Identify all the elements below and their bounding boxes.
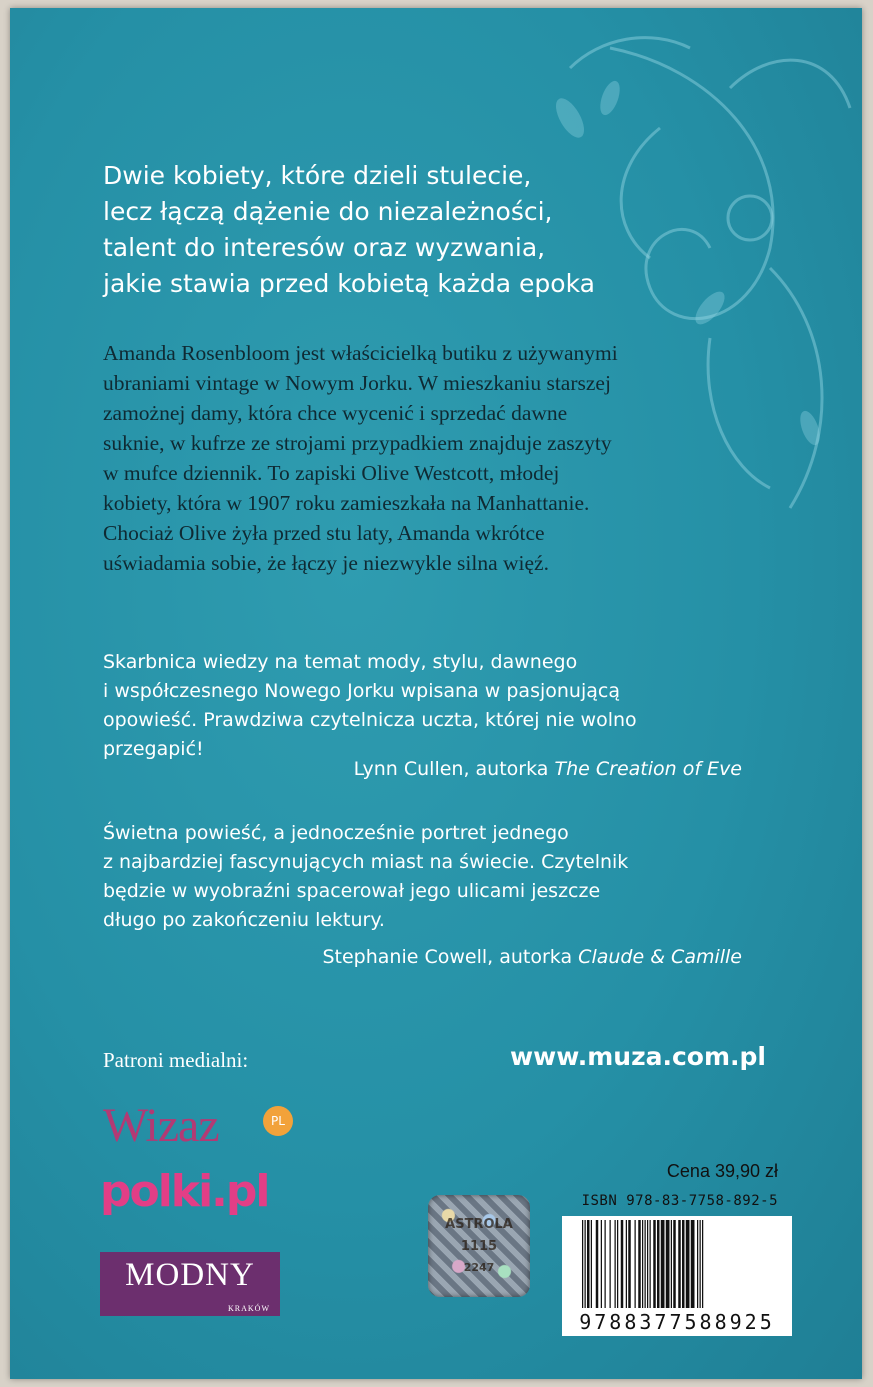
barcode-bar [628, 1220, 631, 1308]
quote-line: przegapić! [103, 738, 204, 760]
review-attribution-1 [354, 758, 742, 780]
tagline-line: jakie stawia przed kobietą każda epoka [103, 269, 595, 298]
modny-logo-text: MODNY [125, 1257, 255, 1293]
barcode-bar [601, 1220, 602, 1308]
barcode-bar [673, 1220, 676, 1308]
synopsis-line: w mufce dziennik. To zapiski Olive Westcott, młodej [103, 461, 560, 485]
tagline-line: Dwie kobiety, które dzieli stulecie, [103, 161, 532, 190]
review-quote-1 [103, 648, 803, 764]
barcode-bar [691, 1220, 695, 1308]
barcode-bar [647, 1220, 648, 1308]
barcode-bar [650, 1220, 651, 1308]
barcode-bar [697, 1220, 698, 1308]
barcode-bar [700, 1220, 701, 1308]
tagline [103, 158, 803, 302]
barcode-bar [686, 1220, 690, 1308]
quote-line: Skarbnica wiedzy na temat mody, stylu, dawnego [103, 651, 578, 673]
barcode-bar [702, 1220, 703, 1308]
isbn-label: ISBN 978-83-7758-892-5 [581, 1193, 778, 1209]
barcode-bar [596, 1220, 599, 1308]
synopsis-line: kobiety, która w 1907 roku zamieszkała na Manhattanie. [103, 491, 590, 515]
barcode-bar [666, 1220, 670, 1308]
modny-logo [100, 1252, 280, 1316]
media-patrons-label: Patroni medialni: [103, 1048, 249, 1072]
hologram-text: 1115 [460, 1239, 498, 1254]
barcode-bar [671, 1220, 672, 1308]
hologram-sticker [428, 1195, 530, 1297]
synopsis-line: ubraniami vintage w Nowym Jorku. W mieszkaniu starszej [103, 371, 611, 395]
barcode-bar [635, 1220, 636, 1308]
price-label: Cena 39,90 zł [666, 1161, 778, 1181]
book-back-cover [10, 8, 862, 1379]
barcode-bar [605, 1220, 606, 1308]
modny-logo-subtext: KRAKÓW [228, 1304, 270, 1313]
hologram-text: 2247 [463, 1261, 495, 1274]
attribution-work: Claude & Camille [578, 946, 742, 968]
synopsis-line: Chociaż Olive żyła przed stu laty, Amanda wkrótce [103, 521, 545, 545]
barcode-bar [621, 1220, 624, 1308]
barcode-bar [626, 1220, 627, 1308]
synopsis-line: Amanda Rosenbloom jest właścicielką butiku z używanymi [103, 341, 618, 365]
quote-line: opowieść. Prawdziwa czytelnicza uczta, której nie wolno [103, 709, 637, 731]
polki-logo: polki.pl [100, 1166, 269, 1217]
quote-line: z najbardziej fascynujących miast na świecie. Czytelnik [103, 851, 629, 873]
barcode-bar [617, 1220, 618, 1308]
barcode-bar [661, 1220, 665, 1308]
wizaz-pl-badge: PL [263, 1106, 293, 1136]
barcode-bar [682, 1220, 685, 1308]
barcode-number: 9788377588925 [579, 1310, 775, 1334]
synopsis-line: zamożnej damy, która chce wycenić i sprzedać dawne [103, 401, 568, 425]
barcode-bar [610, 1220, 611, 1308]
barcode-bar [645, 1220, 646, 1308]
barcode-bar [642, 1220, 643, 1308]
attribution-author: Stephanie Cowell, autorka [322, 946, 573, 968]
quote-line: Świetna powieść, a jednocześnie portret jednego [103, 822, 569, 844]
quote-line: i współczesnego Nowego Jorku wpisana w pasjonującą [103, 680, 620, 702]
wizaz-logo-text: Wizaz [103, 1099, 219, 1152]
barcode-bar [657, 1220, 660, 1308]
barcode-bar [591, 1220, 592, 1308]
barcode-bar [587, 1220, 590, 1308]
barcode [562, 1216, 792, 1336]
attribution-author: Lynn Cullen, autorka [353, 758, 549, 780]
publisher-website: www.muza.com.pl [510, 1042, 766, 1071]
review-attribution-2 [322, 946, 742, 968]
barcode-bar [585, 1220, 586, 1308]
barcode-bar [653, 1220, 656, 1308]
review-quote-2 [103, 819, 803, 935]
quote-line: długo po zakończeniu lektury. [103, 909, 385, 931]
synopsis-line: suknie, w kufrze ze strojami przypadkiem znajduje zaszyty [103, 431, 612, 455]
barcode-bar [678, 1220, 681, 1308]
barcode-bar [615, 1220, 616, 1308]
synopsis [103, 338, 803, 578]
barcode-bar [582, 1220, 583, 1308]
barcode-bar [638, 1220, 641, 1308]
hologram-text: ASTROLA [445, 1217, 513, 1232]
synopsis-line: uświadamia sobie, że łączy je niezwykle silna więź. [103, 551, 549, 575]
quote-line: będzie w wyobraźni spacerował jego ulicami jeszcze [103, 880, 601, 902]
tagline-line: lecz łączą dążenie do niezależności, [103, 197, 553, 226]
tagline-line: talent do interesów oraz wyzwania, [103, 233, 546, 262]
attribution-work: The Creation of Eve [554, 758, 742, 780]
barcode-bars [580, 1220, 774, 1308]
wizaz-logo [103, 1098, 285, 1153]
